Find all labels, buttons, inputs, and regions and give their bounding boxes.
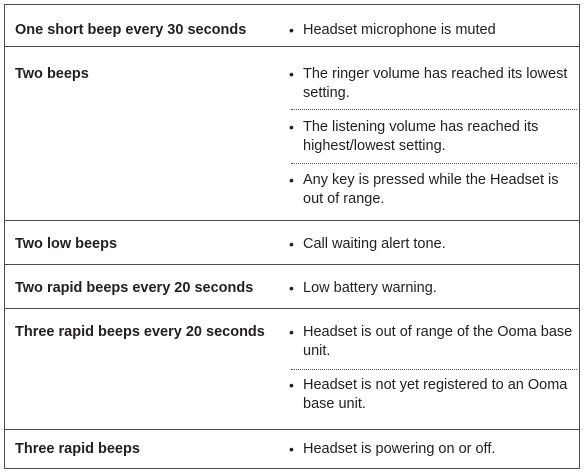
table-row	[5, 309, 579, 430]
row-label: Two rapid beeps every 20 seconds	[15, 280, 254, 296]
bullet-icon: •	[289, 280, 294, 296]
row-label: Three rapid beeps	[15, 441, 140, 457]
list-item	[289, 376, 579, 414]
item-text: The listening volume has reached its highest/lowest setting.	[303, 119, 539, 154]
list-item	[289, 323, 579, 361]
row-label: Two beeps	[15, 66, 89, 82]
bullet-icon: •	[289, 324, 294, 340]
list-item	[289, 171, 579, 209]
item-text: Headset is powering on or off.	[303, 441, 496, 457]
item-divider	[291, 369, 577, 370]
row-label: Two low beeps	[15, 236, 118, 252]
bullet-icon: •	[289, 66, 294, 82]
bullet-icon: •	[289, 119, 294, 135]
bullet-icon: •	[289, 377, 294, 393]
item-text: Low battery warning.	[303, 280, 437, 296]
item-divider	[291, 163, 577, 164]
table-row	[5, 221, 579, 265]
item-text: Headset is not yet registered to an Ooma base unit.	[303, 377, 568, 412]
list-item	[289, 279, 579, 298]
list-item	[289, 440, 579, 459]
row-label: One short beep every 30 seconds	[15, 22, 247, 38]
item-text: The ringer volume has reached its lowest setting.	[303, 66, 568, 101]
item-divider	[291, 109, 577, 110]
item-text: Headset is out of range of the Ooma base unit.	[303, 324, 573, 359]
bullet-icon: •	[289, 172, 294, 188]
list-item	[289, 235, 579, 254]
bullet-icon: •	[289, 236, 294, 252]
table-row	[5, 47, 579, 221]
bullet-icon: •	[289, 22, 294, 38]
row-label: Three rapid beeps every 20 seconds	[15, 324, 265, 340]
item-text: Headset microphone is muted	[303, 22, 496, 38]
beep-tones-table	[4, 4, 580, 469]
item-text: Any key is pressed while the Headset is out of range.	[303, 172, 559, 207]
table-row	[5, 430, 579, 468]
item-text: Call waiting alert tone.	[303, 236, 446, 252]
list-item	[289, 118, 579, 156]
bullet-icon: •	[289, 441, 294, 457]
table-row	[5, 265, 579, 309]
table-row	[5, 5, 579, 47]
list-item	[289, 65, 579, 103]
list-item	[289, 21, 579, 40]
